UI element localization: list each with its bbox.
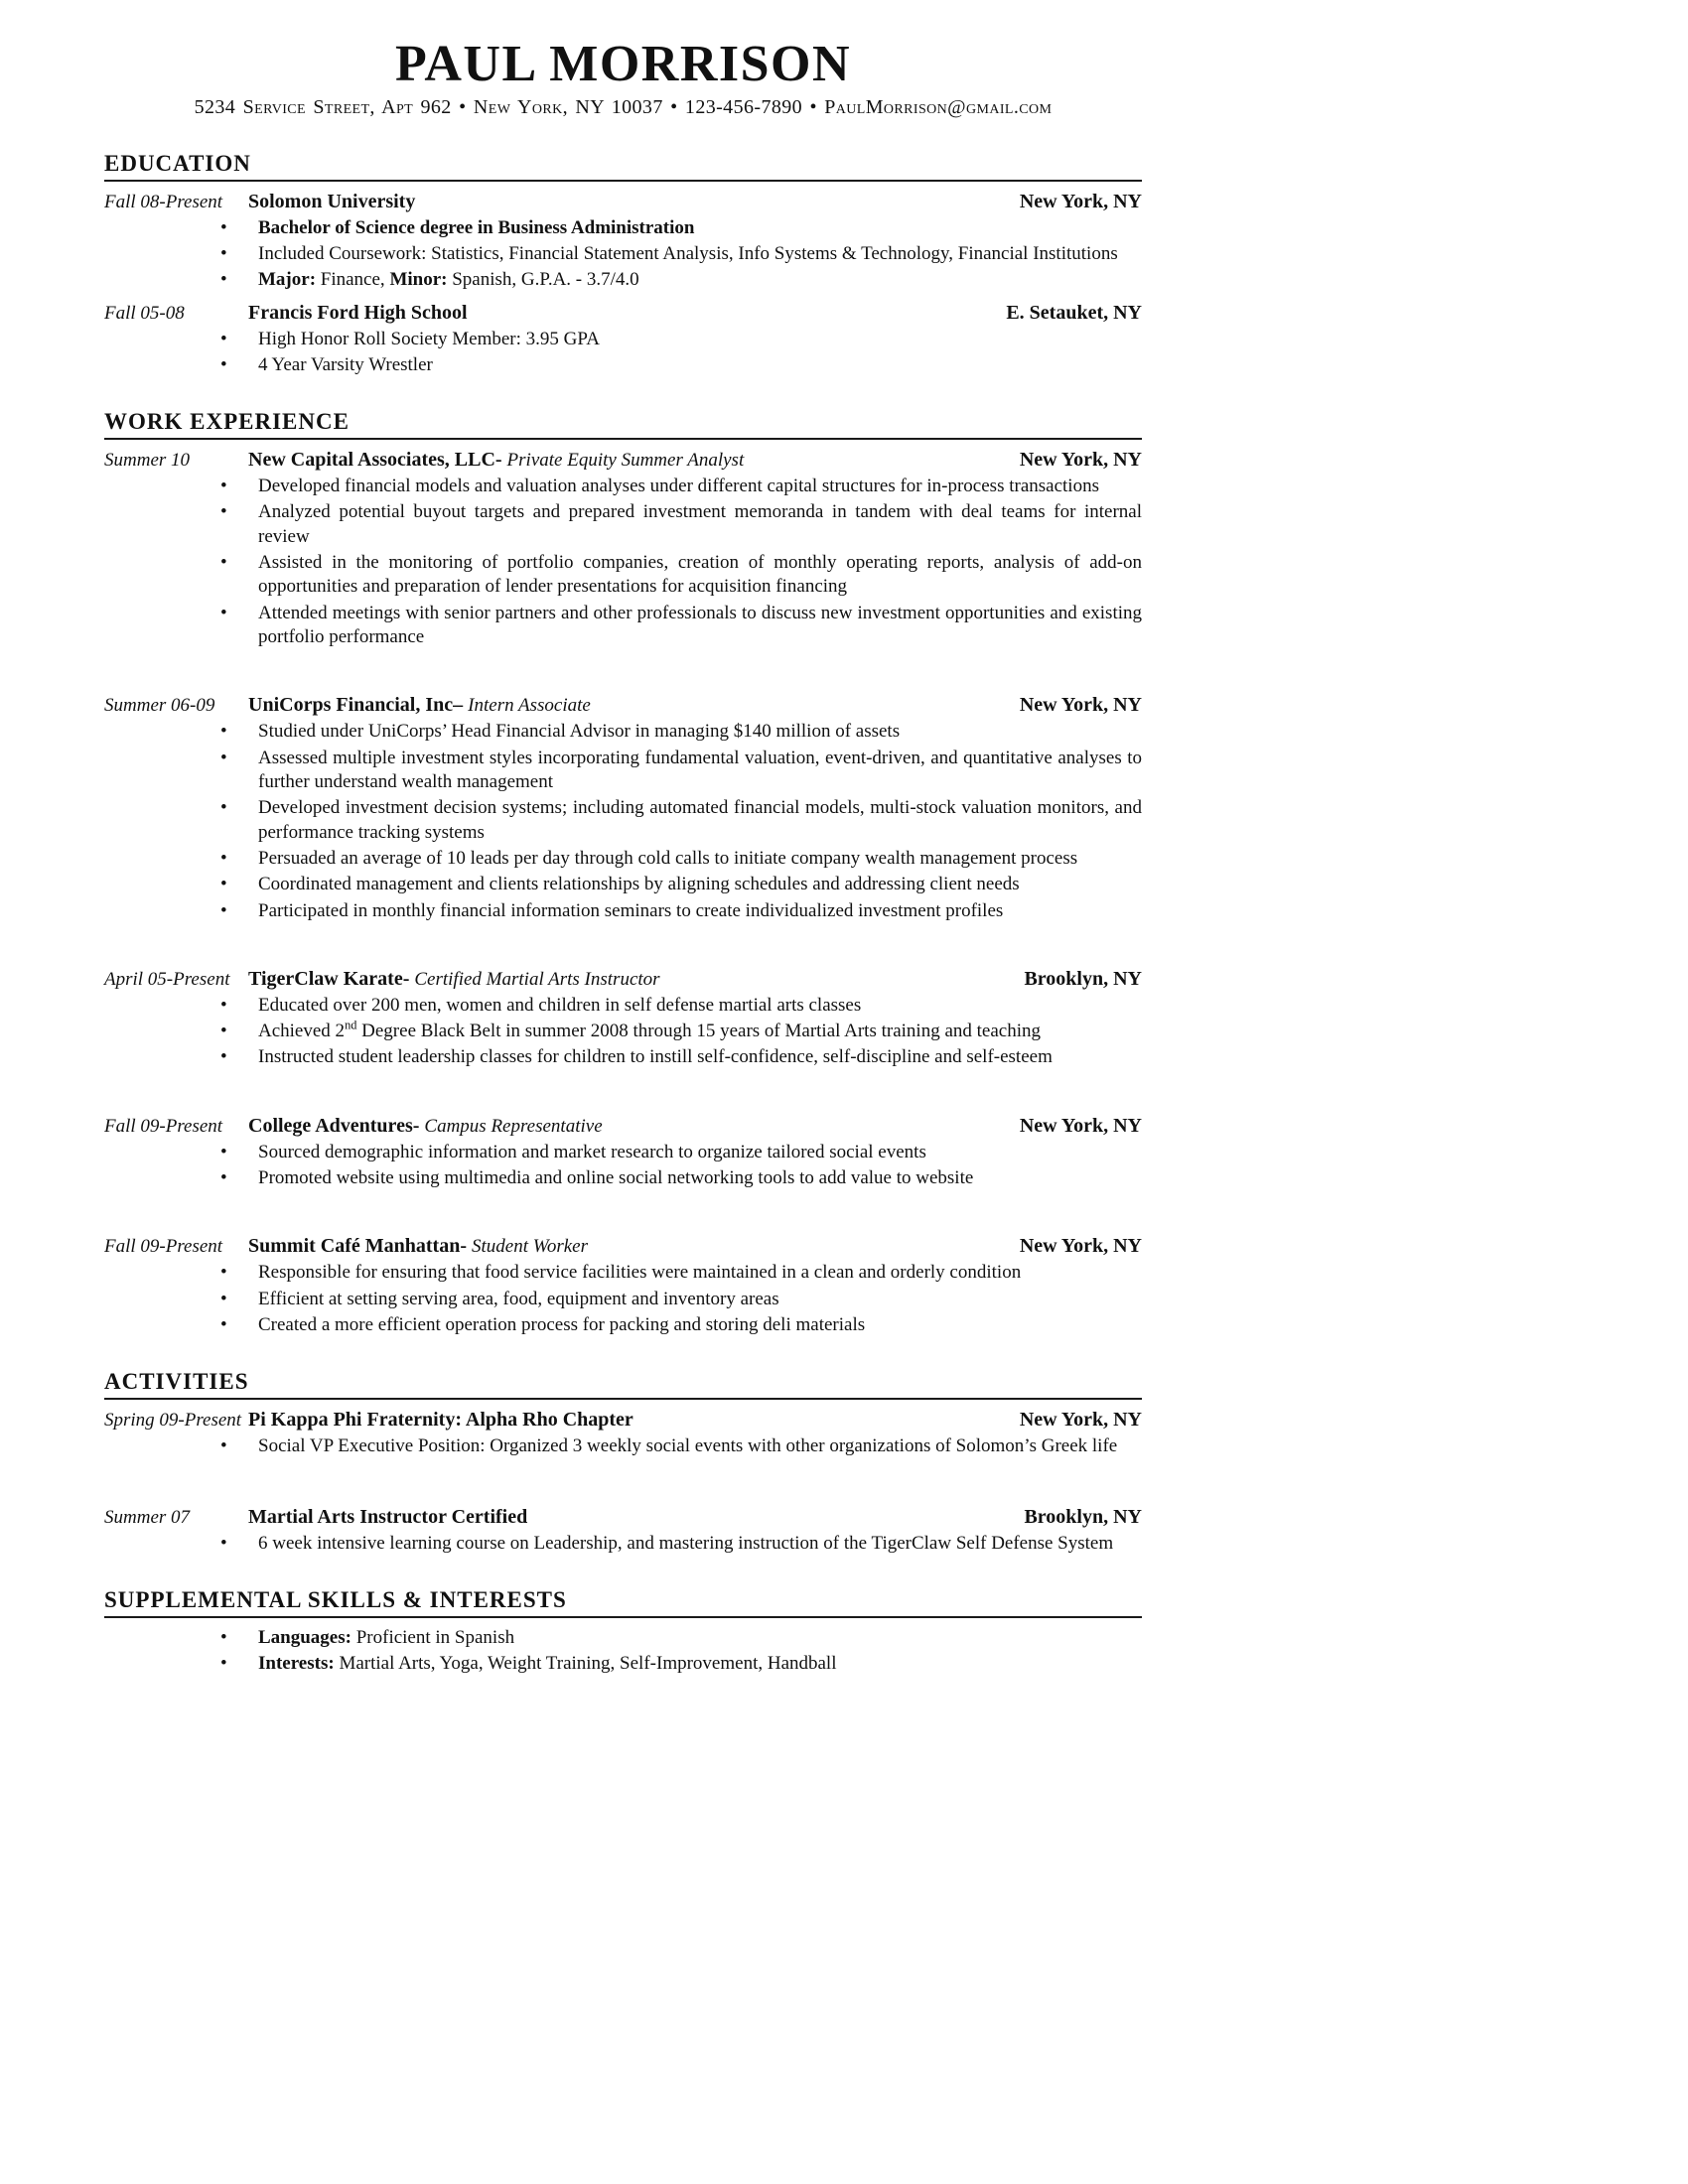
- entry-org: UniCorps Financial, Inc–: [248, 694, 464, 717]
- entry-location: E. Setauket, NY: [1006, 301, 1142, 324]
- resume-content: [104, 38, 1142, 1677]
- resume-header: [104, 38, 1142, 119]
- bullet-item: • Attended meetings with senior partners and other professionals to discuss new investment opportunities and existing portfolio performance: [220, 602, 1142, 650]
- section-title-education: EDUCATION: [104, 151, 1142, 182]
- entry-org: Solomon University: [248, 190, 416, 212]
- entry-head: [104, 693, 1142, 718]
- entry-role: Private Equity Summer Analyst: [506, 450, 745, 472]
- entry-org: Summit Café Manhattan-: [248, 1235, 467, 1258]
- entry-date: Fall 09-Present: [104, 1115, 223, 1137]
- entry-title: [248, 448, 1020, 473]
- entry-org: New Capital Associates, LLC-: [248, 449, 502, 472]
- section-title-work-experience: WORK EXPERIENCE: [104, 409, 1142, 440]
- bullet-item: • Studied under UniCorps’ Head Financial Advisor in managing $140 million of assets: [220, 720, 1142, 744]
- bullet-list: [220, 1626, 1142, 1677]
- bullet-item: • Interests: Martial Arts, Yoga, Weight Training, Self-Improvement, Handball: [220, 1652, 1142, 1676]
- bullet-item: • Bachelor of Science degree in Business Administration: [220, 216, 1142, 240]
- bullet-item: • Participated in monthly financial information seminars to create individualized investment profiles: [220, 899, 1142, 923]
- bullet-item: • 4 Year Varsity Wrestler: [220, 353, 1142, 377]
- bullet-list: [220, 328, 1142, 378]
- entry-location: New York, NY: [1019, 449, 1142, 472]
- entry-org: Francis Ford High School: [248, 301, 468, 324]
- entry: [104, 1408, 1142, 1458]
- section-supplemental: [104, 1587, 1142, 1677]
- sections-container: [104, 151, 1142, 1677]
- entry-role: Student Worker: [472, 1236, 588, 1258]
- entry-title: [248, 693, 1020, 718]
- entry: [104, 967, 1142, 1070]
- entry-role: Intern Associate: [468, 695, 591, 717]
- entry-date: Fall 05-08: [104, 302, 185, 324]
- entry-location: New York, NY: [1019, 1409, 1142, 1432]
- entry-date: Fall 08-Present: [104, 191, 223, 212]
- bullet-item: • Languages: Proficient in Spanish: [220, 1626, 1142, 1650]
- entry-title: [248, 190, 1020, 214]
- bullet-item: • Assessed multiple investment styles incorporating fundamental valuation, event-driven, and quantitative analyses to further understand wealth management: [220, 747, 1142, 795]
- entry: [104, 1626, 1142, 1677]
- bullet-item: • Major: Finance, Minor: Spanish, G.P.A. - 3.7/4.0: [220, 268, 1142, 292]
- bullet-item: • Responsible for ensuring that food service facilities were maintained in a clean and orderly condition: [220, 1261, 1142, 1285]
- bullet-item: • Developed investment decision systems; including automated financial models, multi-stock valuation monitors, and performance tracking systems: [220, 796, 1142, 845]
- bullet-item: • Instructed student leadership classes for children to instill self-confidence, self-discipline and self-esteem: [220, 1045, 1142, 1069]
- bullet-list: [220, 994, 1142, 1070]
- section-activities: [104, 1369, 1142, 1556]
- section-title-activities: ACTIVITIES: [104, 1369, 1142, 1400]
- entry-location: New York, NY: [1019, 1114, 1142, 1137]
- bullet-list: [220, 475, 1142, 649]
- entry-head: [104, 1408, 1142, 1433]
- bullet-list: [220, 720, 1142, 923]
- bullet-item: • 6 week intensive learning course on Leadership, and mastering instruction of the TigerClaw Self Defense System: [220, 1532, 1142, 1556]
- entry-location: New York, NY: [1019, 190, 1142, 212]
- entry-head: [104, 190, 1142, 214]
- bullet-item: • Assisted in the monitoring of portfolio companies, creation of monthly operating reports, analysis of add-on opportunities and preparation of lender presentations for acquisition financing: [220, 551, 1142, 600]
- bullet-item: • Social VP Executive Position: Organized 3 weekly social events with other organizations of Solomon’s Greek life: [220, 1434, 1142, 1458]
- bullet-list: [220, 216, 1142, 293]
- entry: [104, 1505, 1142, 1556]
- entry-title: [248, 1234, 1020, 1259]
- bullet-item: • Analyzed potential buyout targets and prepared investment memoranda in tandem with deal teams for internal review: [220, 500, 1142, 549]
- bullet-item: • Achieved 2nd Degree Black Belt in summer 2008 through 15 years of Martial Arts training and teaching: [220, 1020, 1142, 1043]
- bullet-item: • Sourced demographic information and market research to organize tailored social events: [220, 1141, 1142, 1164]
- entry: [104, 301, 1142, 378]
- entry-date: Fall 09-Present: [104, 1236, 223, 1258]
- section-work-experience: [104, 409, 1142, 1337]
- bullet-item: • Efficient at setting serving area, food, equipment and inventory areas: [220, 1288, 1142, 1311]
- entry-head: [104, 448, 1142, 473]
- entry-org: Martial Arts Instructor Certified: [248, 1505, 528, 1528]
- bullet-item: • Coordinated management and clients relationships by aligning schedules and addressing client needs: [220, 873, 1142, 896]
- candidate-name: PAUL MORRISON: [394, 36, 852, 92]
- section-education: [104, 151, 1142, 378]
- entry-role: Campus Representative: [424, 1115, 603, 1137]
- bullet-item: • Educated over 200 men, women and children in self defense martial arts classes: [220, 994, 1142, 1018]
- bullet-item: • Promoted website using multimedia and online social networking tools to add value to website: [220, 1166, 1142, 1190]
- entry: [104, 448, 1142, 649]
- bullet-item: • Developed financial models and valuation analyses under different capital structures for in-process transactions: [220, 475, 1142, 498]
- entry-head: [104, 301, 1142, 326]
- entry-date: Summer 10: [104, 450, 191, 472]
- bullet-list: [220, 1434, 1142, 1458]
- bullet-list: [220, 1532, 1142, 1556]
- bullet-item: • Created a more efficient operation process for packing and storing deli materials: [220, 1313, 1142, 1337]
- entry-date: April 05-Present: [104, 968, 230, 990]
- entry-role: Certified Martial Arts Instructor: [414, 968, 660, 990]
- bullet-list: [220, 1141, 1142, 1191]
- entry-head: [104, 1114, 1142, 1139]
- entry-title: [248, 1505, 1024, 1530]
- entry-title: [248, 301, 1006, 326]
- entry-location: Brooklyn, NY: [1024, 1505, 1142, 1528]
- contact-line: 5234 Service Street, Apt 962 • New York, NY 10037 • 123-456-7890 • PaulMorrison@gmail.com: [194, 95, 1053, 118]
- entry: [104, 1114, 1142, 1191]
- entry: [104, 190, 1142, 293]
- entry-title: [248, 1408, 1020, 1433]
- entry-org: TigerClaw Karate-: [248, 967, 410, 990]
- entry-title: [248, 967, 1024, 992]
- section-title-supplemental: SUPPLEMENTAL SKILLS & INTERESTS: [104, 1587, 1142, 1618]
- entry-org: Pi Kappa Phi Fraternity: Alpha Rho Chapter: [248, 1409, 633, 1432]
- entry-location: New York, NY: [1019, 1235, 1142, 1258]
- bullet-item: • Persuaded an average of 10 leads per day through cold calls to initiate company wealth management process: [220, 847, 1142, 871]
- bullet-list: [220, 1261, 1142, 1337]
- entry-head: [104, 967, 1142, 992]
- bullet-item: • High Honor Roll Society Member: 3.95 GPA: [220, 328, 1142, 351]
- entry-org: College Adventures-: [248, 1114, 420, 1137]
- entry-title: [248, 1114, 1020, 1139]
- entry-date: Spring 09-Present: [104, 1410, 242, 1432]
- entry: [104, 693, 1142, 923]
- entry-location: Brooklyn, NY: [1024, 967, 1142, 990]
- entry: [104, 1234, 1142, 1337]
- entry-date: Summer 06-09: [104, 695, 215, 717]
- entry-head: [104, 1234, 1142, 1259]
- entry-head: [104, 1505, 1142, 1530]
- entry-location: New York, NY: [1019, 694, 1142, 717]
- entry-date: Summer 07: [104, 1506, 191, 1528]
- bullet-item: • Included Coursework: Statistics, Financial Statement Analysis, Info Systems & Technology, Financial Institutions: [220, 242, 1142, 266]
